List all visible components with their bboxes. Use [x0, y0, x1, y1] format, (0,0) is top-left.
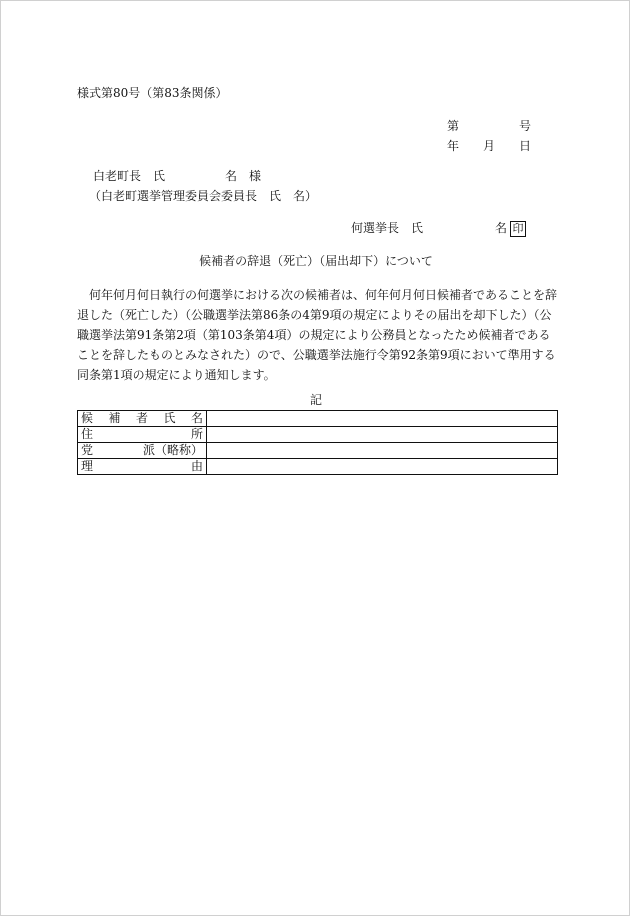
- row-label-char: 党: [81, 443, 94, 457]
- seal-mark: 印: [510, 221, 526, 237]
- row-label-char: 由: [190, 459, 203, 473]
- row-label: [81, 427, 203, 442]
- row-label-char: 所: [190, 427, 203, 441]
- row-label-cell: [78, 427, 207, 443]
- ki-heading: 記: [309, 393, 322, 407]
- row-value-cell: [207, 427, 558, 443]
- details-table: [77, 410, 558, 475]
- row-label-cell: [78, 459, 207, 475]
- number-prefix: 第: [447, 119, 460, 133]
- row-value-cell: [207, 411, 558, 427]
- addressee-line-2: （白老町選挙管理委員会委員長 氏 名）: [89, 189, 318, 203]
- row-value-cell: [207, 443, 558, 459]
- row-label-cell: [78, 443, 207, 459]
- row-label-char: 理: [81, 459, 94, 473]
- row-label: [81, 411, 203, 426]
- date-day: 日: [519, 139, 532, 153]
- body-paragraph: 何年何月何日執行の何選挙における次の候補者は、何年何月何日候補者であることを辞退した（死亡した）（公職選挙法第86条の4第9項の規定によりその届出を却下した）（公職選挙法第91条第2項（第103条第4項）の規定により公務員となったため候補者であることを辞したものとみなされた）ので、公職選挙法施行令第92条第9項において準用する同条第1項の規定により通知します。: [77, 288, 558, 382]
- form-number: 様式第80号（第83条関係）: [77, 86, 228, 100]
- document-title: 候補者の辞退（死亡）（届出却下）について: [199, 254, 433, 268]
- table-row: [78, 411, 558, 427]
- row-label-char: 補: [108, 411, 121, 425]
- date-line: [447, 138, 531, 154]
- addressee-line-1: 白老町長 氏 名 様: [93, 169, 262, 183]
- row-label: [81, 459, 203, 474]
- row-label-char: 名: [190, 411, 203, 425]
- document-number-line: [447, 118, 531, 134]
- table-row: [78, 427, 558, 443]
- row-label-cell: [78, 411, 207, 427]
- row-label-char: 氏: [163, 411, 176, 425]
- date-month: 月: [483, 139, 496, 153]
- row-label-char: 派（略称）: [142, 443, 203, 457]
- sender-line: [351, 220, 526, 237]
- table-row: [78, 459, 558, 475]
- row-value-cell: [207, 459, 558, 475]
- sender-label: 何選挙長 氏 名: [351, 221, 508, 235]
- date-year: 年: [447, 139, 460, 153]
- row-label-char: 者: [135, 411, 148, 425]
- row-label-char: 住: [81, 427, 94, 441]
- table-row: [78, 443, 558, 459]
- number-suffix: 号: [519, 119, 532, 133]
- row-label-char: 候: [81, 411, 94, 425]
- row-label: [81, 443, 203, 458]
